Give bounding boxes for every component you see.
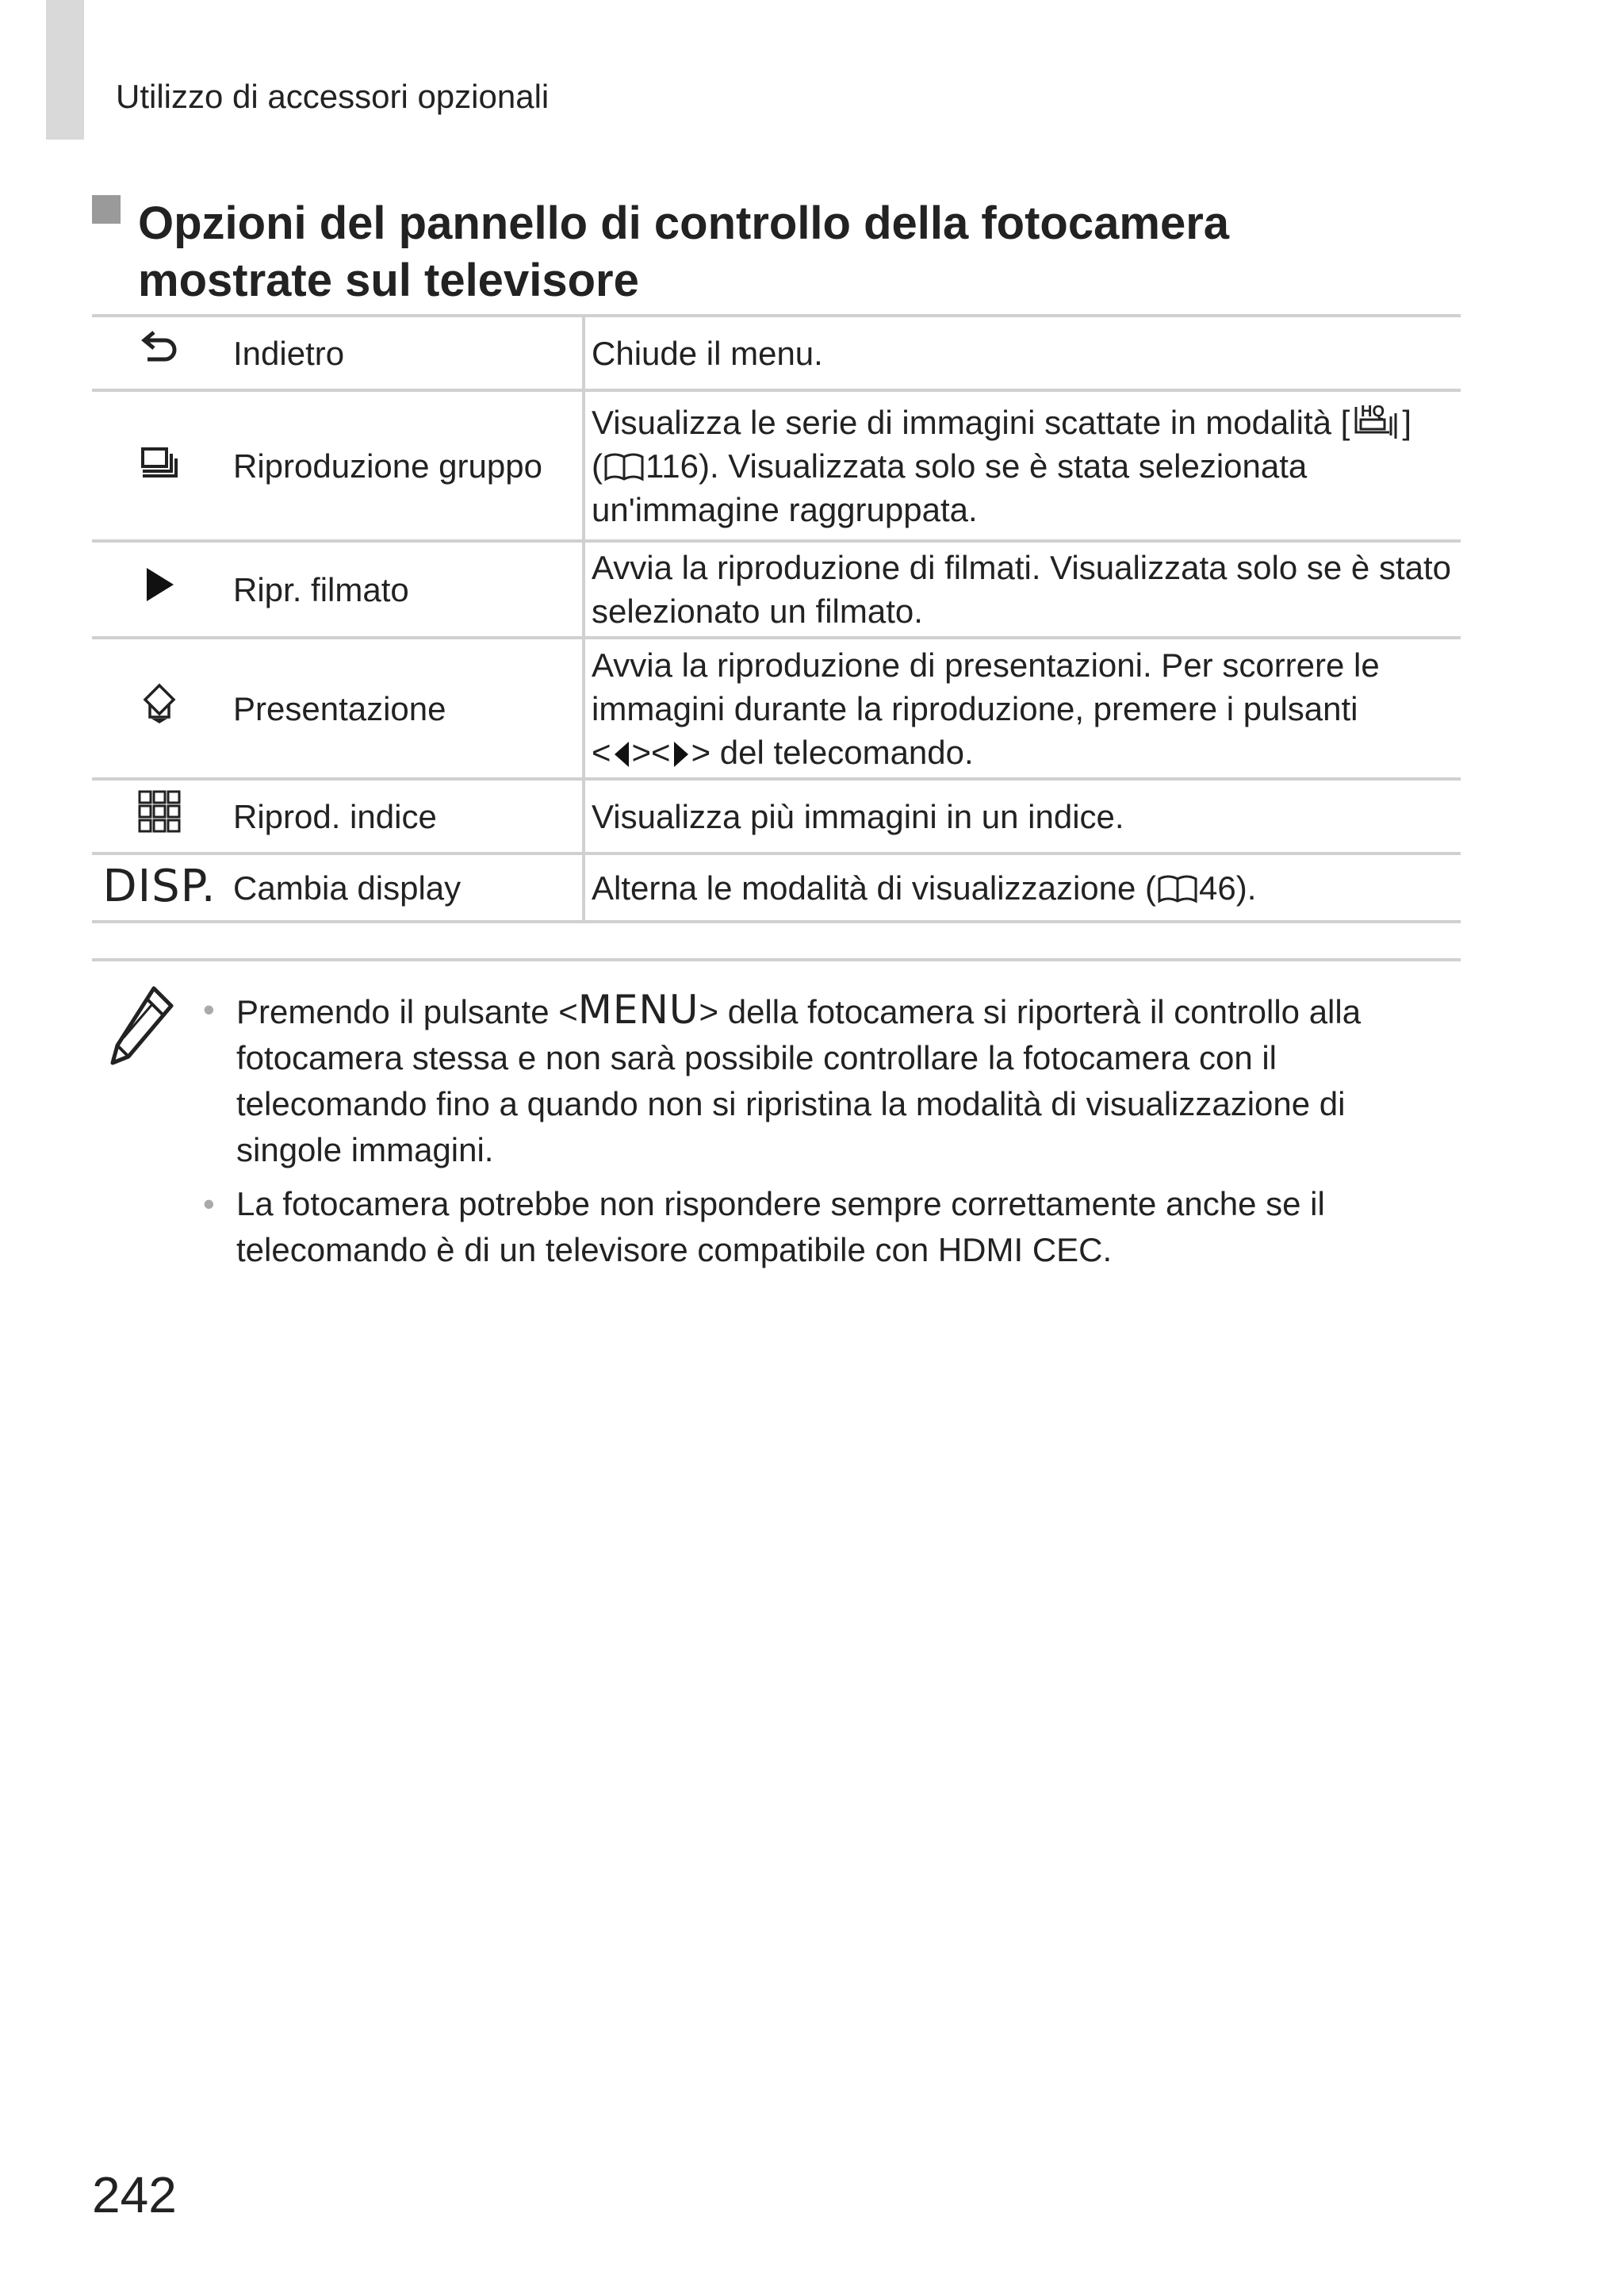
bullet: • [203, 1185, 215, 1222]
disp-icon: DISP. [102, 860, 216, 912]
heading-square-icon [92, 195, 121, 224]
svg-text:HQ: HQ [1361, 402, 1385, 420]
option-description: Alterna le modalità di visualizzazione ( 46). [584, 853, 1461, 922]
play-triangle-icon [142, 565, 177, 604]
note-item: • La fotocamera potrebbe non rispondere sempre correttamente anche se il telecomando è di un televisore compatibile con HDMI CEC. [198, 1181, 1435, 1273]
option-name: Presentazione [227, 638, 584, 779]
book-icon [603, 451, 645, 482]
page-title-line-2: mostrate sul televisore [138, 255, 639, 306]
option-description: Chiude il menu. [584, 316, 1461, 390]
index-grid-icon [137, 789, 182, 834]
pencil-icon [108, 985, 174, 1066]
back-arrow-icon [138, 329, 181, 367]
book-icon [1156, 873, 1199, 904]
table-cell-icon [92, 853, 227, 922]
menu-button-glyph: MENU [577, 987, 699, 1033]
slideshow-icon [140, 682, 178, 725]
note-divider [92, 958, 1461, 961]
options-table [92, 314, 1461, 923]
table-row [92, 390, 1461, 541]
group-playback-icon [140, 446, 179, 478]
option-name: Riproduzione gruppo [227, 390, 584, 541]
option-description: Visualizza più immagini in un indice. [584, 779, 1461, 853]
table-row [92, 541, 1461, 638]
page-number: 242 [92, 2166, 177, 2223]
notes-list [198, 987, 1435, 1281]
option-name: Riprod. indice [227, 779, 584, 853]
option-name: Indietro [227, 316, 584, 390]
page-title-line-1: Opzioni del pannello di controllo della fotocamera [138, 198, 1230, 249]
section-label: Utilizzo di accessori opzionali [116, 78, 550, 115]
table-row [92, 638, 1461, 779]
option-name: Ripr. filmato [227, 541, 584, 638]
table-cell-icon [92, 541, 227, 638]
page-title [138, 195, 1470, 309]
table-cell-icon [92, 390, 227, 541]
option-name: Cambia display [227, 853, 584, 922]
side-tab-marker [46, 0, 84, 140]
table-row [92, 853, 1461, 922]
hq-burst-icon [1350, 401, 1402, 440]
note-item: • Premendo il pulsante <MENU> della fotocamera si riporterà il controllo alla fotocamera stessa e non sarà possibile controllare la fotocamera con il telecomando fino a quando non si ripristina la modalità di visualizzazione di singole immagini. [203, 987, 1362, 1168]
table-cell-icon [92, 316, 227, 390]
left-button-icon [611, 740, 632, 769]
right-button-icon [671, 740, 691, 769]
bullet: • [203, 991, 215, 1028]
option-description: Visualizza le serie di immagini scattate in modalità [ HQ ] ( 116). Visualizzata solo se è stata selezionata un'immagine raggruppata. [584, 390, 1461, 541]
table-row [92, 316, 1461, 390]
table-cell-icon [92, 779, 227, 853]
table-cell-icon [92, 638, 227, 779]
option-description: Avvia la riproduzione di presentazioni. Per scorrere le immagini durante la riproduzione, premere i pulsanti < >< > del telecomando. [584, 638, 1461, 779]
table-row [92, 779, 1461, 853]
option-description: Avvia la riproduzione di filmati. Visualizzata solo se è stato selezionato un filmato. [584, 541, 1461, 638]
